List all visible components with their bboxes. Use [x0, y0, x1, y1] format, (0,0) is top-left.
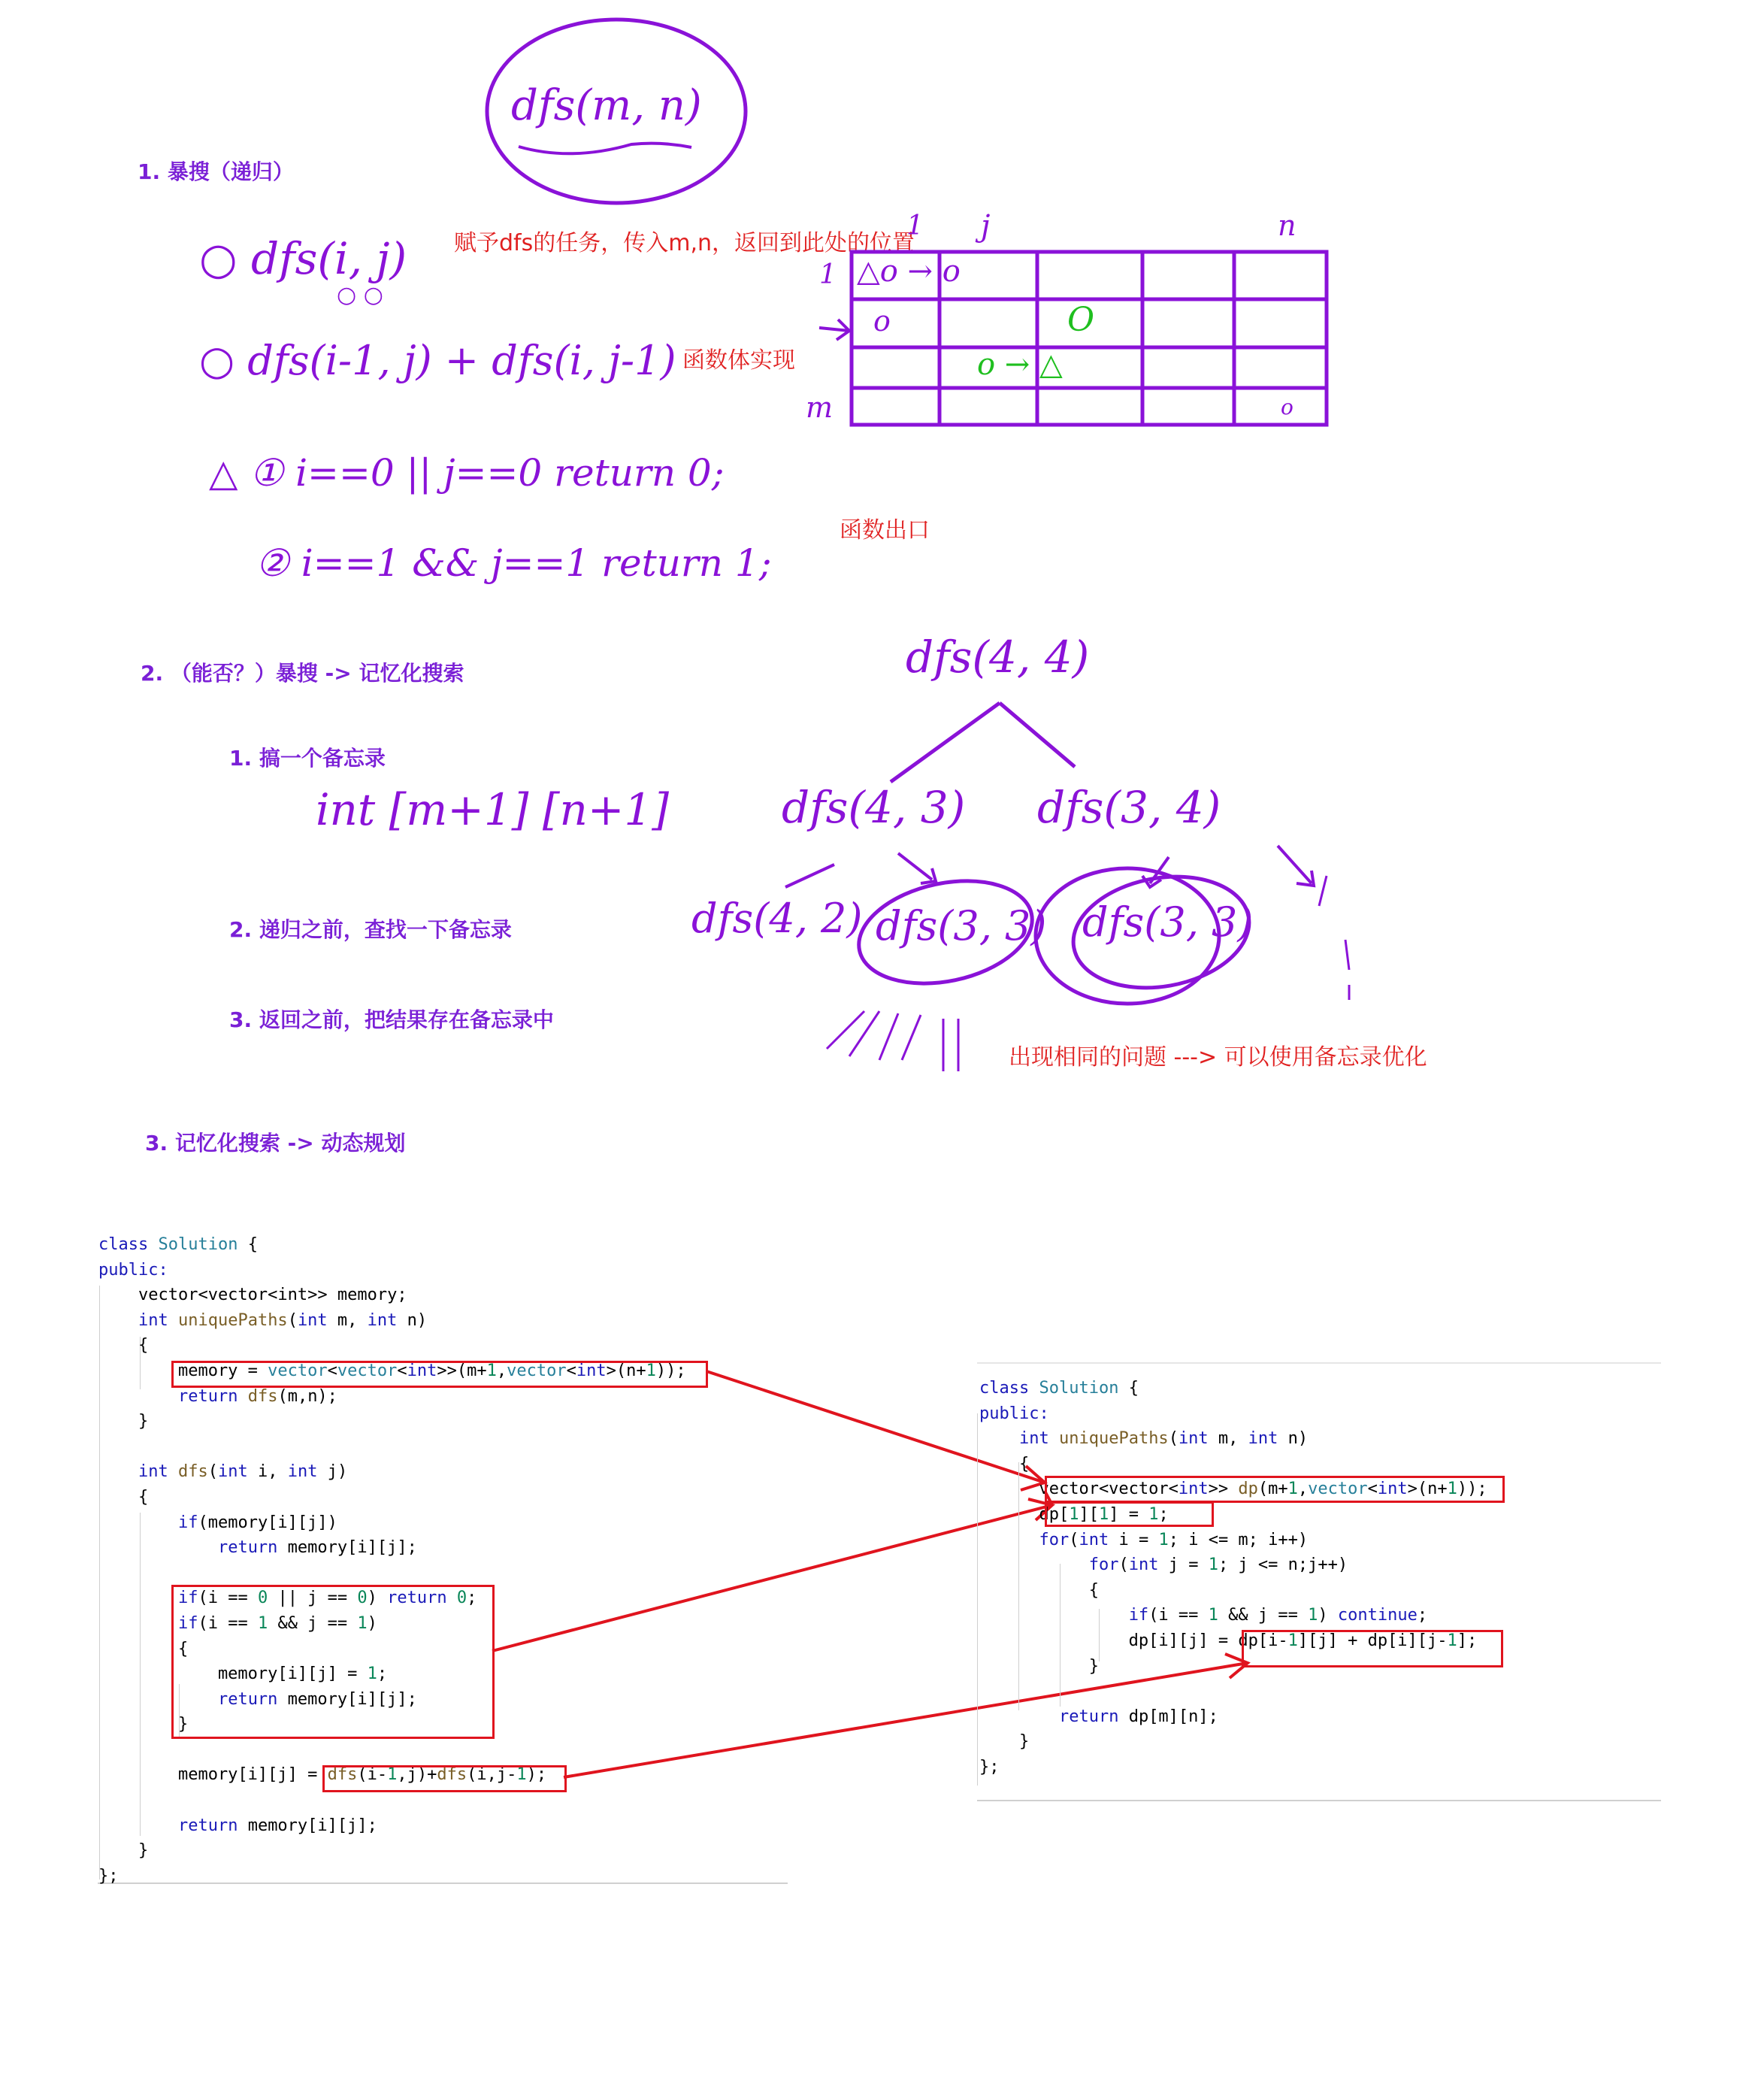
grid-row-label-1: 1: [819, 259, 837, 290]
code-left-line: if(i == 1 && j == 1): [177, 1613, 377, 1633]
code-dynamic-programming: [979, 1376, 1487, 1780]
code-left-line: }: [98, 1412, 149, 1431]
circle-tree-dup-3: [1064, 864, 1257, 1001]
code-right-line: [979, 1679, 1487, 1704]
grid-col-label-j: j: [981, 209, 991, 244]
hand-memo-decl: int [m+1] [n+1]: [316, 784, 669, 835]
heading-memo-step-1: 1. 搞一个备忘录: [229, 746, 386, 771]
hand-tree-left-left: dfs(4, 2): [691, 895, 863, 942]
highlight-dp-base: [1045, 1501, 1214, 1527]
code-right-line: for(int i = 1; i <= m; i++): [1039, 1530, 1309, 1549]
hand-tree-left: dfs(4, 3): [782, 782, 966, 833]
grid-cell-start: △o → o: [857, 254, 961, 289]
tree-arrow-3: [1278, 846, 1314, 886]
grid-cell-green-top: O: [1067, 301, 1095, 339]
note-same-problem: 出现相同的问题 ---> 可以使用备忘录优化: [1009, 1044, 1427, 1071]
hand-exit-2: ② i==1 && j==1 return 1;: [256, 541, 772, 585]
highlight-dp-init: [1045, 1476, 1505, 1503]
code-left-line: {: [98, 1336, 149, 1355]
code-left-line: }: [98, 1841, 149, 1861]
code-left-line: int uniquePaths(int m, int n): [138, 1310, 428, 1330]
code-right-line: int uniquePaths(int m, int n): [1018, 1429, 1309, 1449]
code-left-line: public:: [98, 1260, 168, 1280]
code-left-line: memory[i][j] = 1;: [98, 1664, 388, 1684]
code-left-line: return dfs(m,n);: [177, 1386, 337, 1406]
code-left-line: return memory[i][j];: [217, 1689, 417, 1709]
grid-cell-row2: o: [873, 304, 891, 338]
grid-cell-bottom-right: o: [1281, 395, 1293, 420]
code-left-line: return memory[i][j];: [177, 1816, 377, 1835]
code-left-line: [98, 1561, 686, 1586]
note-assign-task: 赋予dfs的任务，传入m,n，返回到此处的位置: [454, 230, 915, 256]
hand-dfs-recurrence: ○ dfs(i-1, j) + dfs(i, j-1): [199, 337, 676, 384]
code-right-line: };: [979, 1757, 1000, 1776]
tree-branch-left: [785, 865, 834, 887]
code-left-line: int dfs(int i, int j): [138, 1462, 348, 1482]
code-left-line: {: [98, 1639, 189, 1658]
code-left-line: return memory[i][j];: [217, 1538, 417, 1558]
circle-dfs-m-n: [487, 20, 746, 203]
hand-dfs-i-j: ○ dfs(i, j): [199, 233, 407, 284]
hand-dfs-m-n: dfs(m, n): [511, 81, 702, 130]
grid-cell-green-arrow: o → △: [977, 347, 1063, 382]
code-left-line: if(memory[i][j]): [177, 1513, 337, 1532]
code-left-line: memory[i][j] = dfs(i-1,j)+dfs(i,j-1);: [98, 1765, 547, 1785]
code-left-line: }: [98, 1715, 189, 1734]
highlight-dp-transition: [1242, 1630, 1503, 1667]
code-left-line: {: [98, 1487, 149, 1507]
hand-tree-left-right: dfs(3, 3): [876, 902, 1047, 950]
code-left-line: [98, 1434, 686, 1460]
hand-tree-root: dfs(4, 4): [906, 632, 1090, 683]
grid-row-label-m: m: [806, 391, 834, 424]
highlight-recursive-call: [322, 1765, 567, 1792]
code-right-line: dp[1][1] = 1;: [979, 1504, 1169, 1524]
code-left-line: [98, 1737, 686, 1763]
highlight-base-cases: [171, 1585, 495, 1739]
code-left-line: };: [98, 1866, 119, 1886]
grid-table: [852, 252, 1327, 425]
code-left-line: class Solution {: [98, 1235, 258, 1254]
code-right-line: class Solution {: [979, 1379, 1139, 1398]
code-left-line: vector<vector<int>> memory;: [98, 1286, 407, 1305]
heading-memo-step-2: 2. 递归之前，查找一下备忘录: [229, 917, 512, 942]
code-right-line: return dp[m][n];: [1058, 1707, 1218, 1726]
code-right-line: dp[i][j] = dp[i-1][j] + dp[i][j-1];: [979, 1631, 1478, 1650]
hatch-marks: [827, 1011, 958, 1071]
circle-tree-dup-2: [1036, 868, 1219, 1004]
code-left-line: memory = vector<vector<int>>(m+1,vector<int>(n+1));: [98, 1361, 686, 1380]
note-function-exit: 函数出口: [840, 517, 930, 544]
tree-branches: [891, 703, 1075, 782]
hand-exit-1: △ ① i==0 || j==0 return 0;: [209, 451, 725, 495]
code-right-line: public:: [979, 1404, 1049, 1423]
code-right-line: }: [979, 1656, 1099, 1676]
circle-tree-dup-1: [849, 866, 1042, 998]
heading-memo-step-3: 3. 返回之前，把结果存在备忘录中: [229, 1007, 554, 1032]
code-right-line: {: [979, 1580, 1099, 1600]
stray-marks: [1319, 876, 1349, 1000]
note-function-body: 函数体实现: [682, 347, 795, 374]
heading-dynamic-programming: 3. 记忆化搜索 -> 动态规划: [145, 1131, 406, 1156]
grid-col-label-1: 1: [906, 211, 924, 241]
hand-tree-right-left: dfs(3, 3): [1082, 898, 1254, 946]
arrow-into-grid: [819, 320, 849, 340]
underline-dfs-m-n: [519, 144, 691, 154]
hand-tree-right: dfs(3, 4): [1037, 782, 1221, 833]
heading-memoization: 2. （能否？）暴搜 -> 记忆化搜索: [141, 661, 464, 686]
highlight-memory-init: [171, 1361, 708, 1388]
hand-dfs-i-j-sub: ○ ○: [337, 282, 383, 308]
code-left-line: if(i == 0 || j == 0) return 0;: [177, 1589, 477, 1608]
tree-arrow-1: [898, 853, 936, 883]
code-right-line: for(int j = 1; j <= n;j++): [1088, 1555, 1348, 1575]
grid-col-label-n: n: [1278, 209, 1297, 242]
code-right-line: if(i == 1 && j == 1) continue;: [1128, 1606, 1428, 1625]
heading-brute-force: 1. 暴搜（递归）: [138, 159, 294, 184]
code-right-line: {: [979, 1454, 1030, 1474]
code-right-line: }: [979, 1732, 1030, 1752]
code-right-line: vector<vector<int>> dp(m+1,vector<int>(n+1));: [979, 1480, 1487, 1499]
